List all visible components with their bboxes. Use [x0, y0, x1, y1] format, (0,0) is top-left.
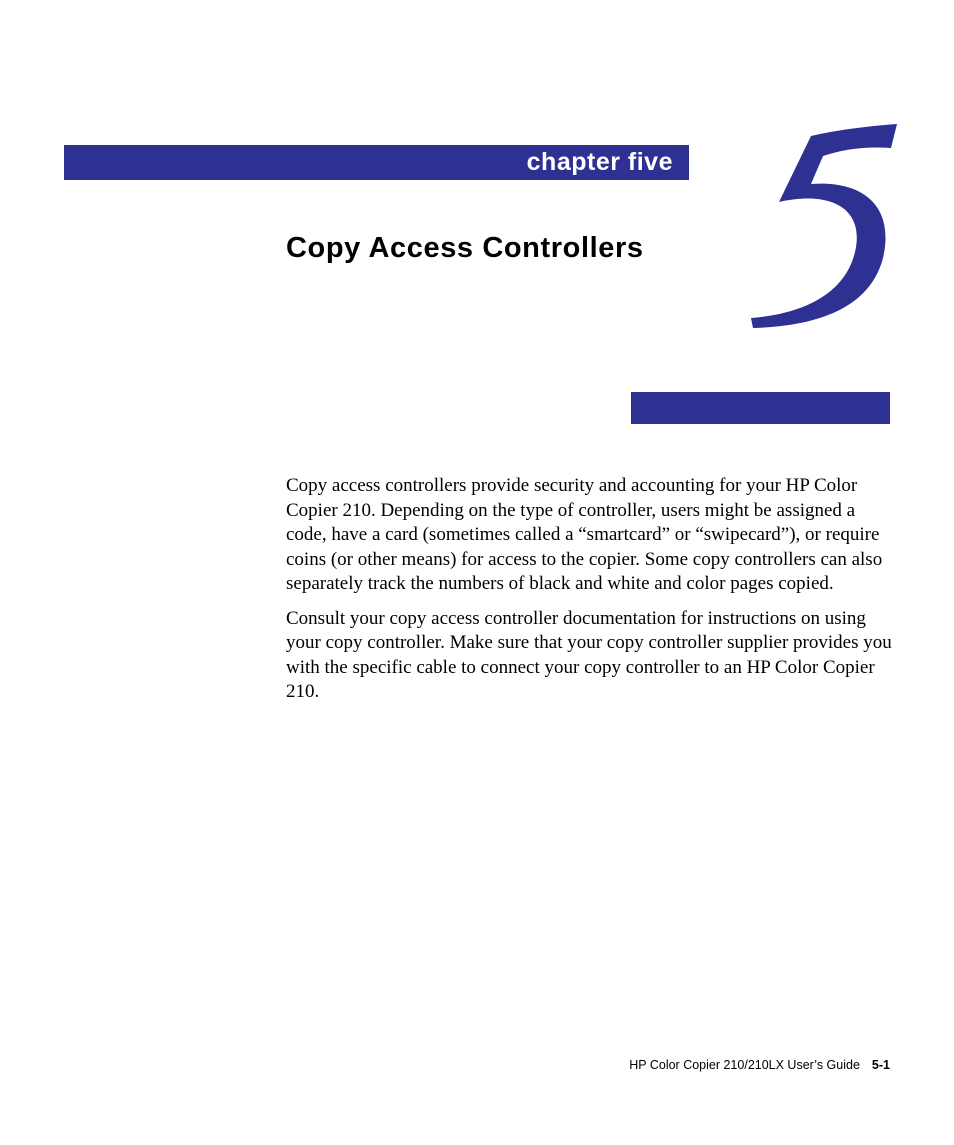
chapter-label: chapter five — [526, 148, 673, 176]
page-title: Copy Access Controllers — [286, 232, 644, 264]
page-footer — [629, 1058, 890, 1072]
body-paragraph: Copy access controllers provide security and accounting for your HP Color Copier 210. Depending on the type of controller, users might be assigned a code, have a card (sometimes called a “smartcard” or “swipecard”), or require coins (or other means) for access to the copier. Some copy controllers can also separately track the numbers of black and white and color pages copied. — [286, 475, 883, 594]
accent-bar — [631, 392, 890, 424]
chapter-band — [64, 145, 689, 180]
body-paragraph: Consult your copy access controller documentation for instructions on using your copy controller. Make sure that your copy controller supplier provides you with the specific cable to connect your copy controller to an HP Color Copier 210. — [286, 607, 892, 702]
chapter-numeral-five — [745, 118, 910, 333]
footer-page-number: 5-1 — [871, 1058, 890, 1072]
footer-guide-title: HP Color Copier 210/210LX User’s Guide — [629, 1058, 860, 1072]
body-text — [286, 474, 896, 715]
